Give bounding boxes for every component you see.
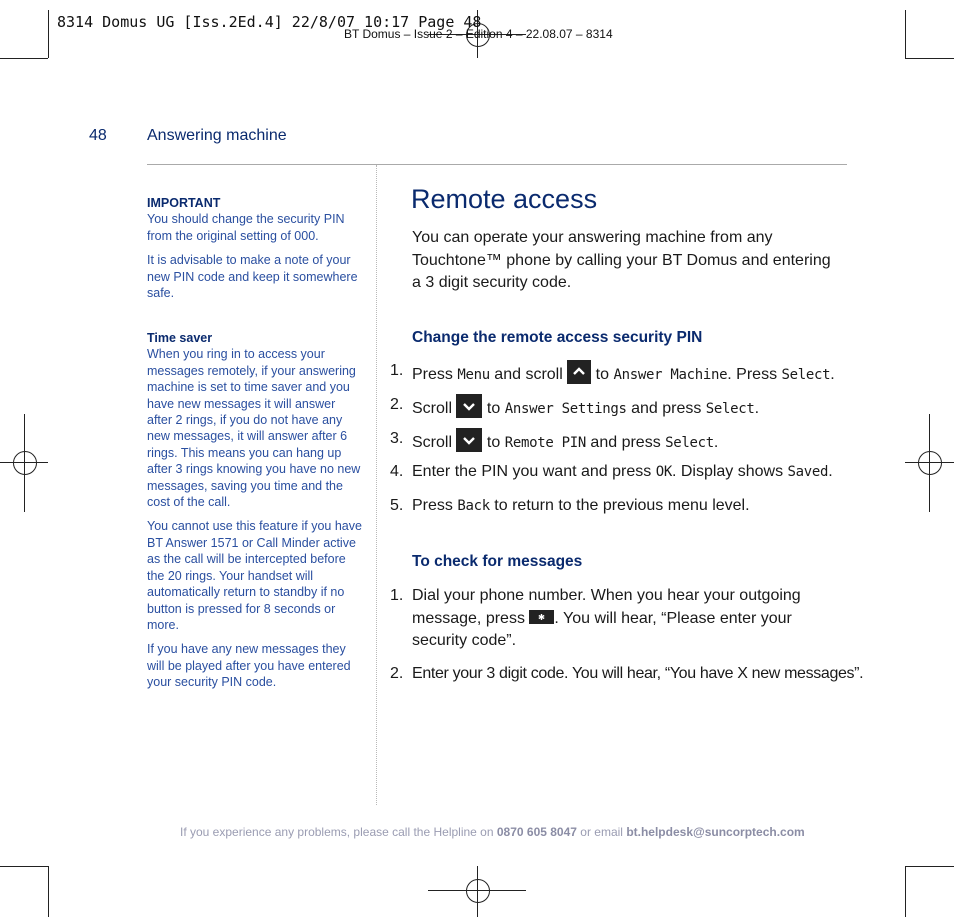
time-saver-paragraph-1: When you ring in to access your messages remotely, if your answering machine is set to time saver and you have new messages it will answer after 2 rings, if you do not have any new messages, it will answer after 6 rings. This means you can hang up after 3 rings knowing you have no new messages, saving you time and the cost of the call. — [147, 347, 361, 510]
helpdesk-email: bt.helpdesk@suncorptech.com — [626, 825, 805, 839]
star-key-icon — [529, 610, 554, 624]
lcd-menu: Menu — [457, 367, 490, 383]
time-saver-paragraph-2: You cannot use this feature if you have BT Answer 1571 or Call Minder active as the call will be intercepted before the 20 rings. Your handset will automatically return to standby if no button is pressed for 8 seconds or more. — [147, 519, 362, 632]
sidebar-important — [147, 195, 362, 301]
page-heading: Remote access — [411, 184, 598, 214]
scroll-down-icon — [456, 394, 482, 418]
sidebar-time-saver — [147, 330, 362, 691]
proof-slug: BT Domus – Issue 2 – Edition 4 – 22.08.07 – 8314 — [344, 27, 613, 41]
lcd-saved: Saved — [787, 464, 829, 480]
helpline-footer: If you experience any problems, please call the Helpline on 0870 605 8047 or email bt.helpdesk@suncorptech.com — [180, 825, 805, 839]
lcd-select: Select — [705, 401, 755, 417]
lcd-ok: OK — [655, 464, 672, 480]
pin-step-3: 3. Scroll to Remote PIN and press Select. — [390, 430, 719, 451]
important-paragraph-1: You should change the security PIN from the original setting of 000. — [147, 212, 345, 243]
time-saver-paragraph-3: If you have any new messages they will be played after you have entered your security PIN code. — [147, 642, 351, 690]
scroll-up-icon — [567, 360, 591, 384]
lcd-back: Back — [457, 498, 490, 514]
important-heading: IMPORTANT — [147, 196, 221, 210]
column-divider — [376, 165, 377, 805]
header-rule — [147, 164, 847, 165]
lcd-select: Select — [781, 367, 831, 383]
pin-step-5: 5. Press Back to return to the previous menu level. — [390, 497, 750, 514]
lcd-answer-settings: Answer Settings — [504, 401, 627, 417]
pin-section-heading: Change the remote access security PIN — [412, 329, 703, 346]
scroll-down-icon — [456, 428, 482, 452]
pin-step-4: 4. Enter the PIN you want and press OK. Display shows Saved. — [390, 463, 833, 480]
important-paragraph-2: It is advisable to make a note of your new PIN code and keep it somewhere safe. — [147, 253, 358, 301]
lcd-select: Select — [665, 435, 714, 451]
lcd-answer-machine: Answer Machine — [613, 367, 728, 383]
page-number: 48 — [89, 127, 107, 144]
print-slug: 8314 Domus UG [Iss.2Ed.4] 22/8/07 10:17 Page 48 — [57, 13, 482, 31]
lcd-remote-pin: Remote PIN — [504, 435, 586, 451]
pin-step-1: 1. Press Menu and scroll to Answer Machine. Press Select. — [390, 362, 835, 383]
helpline-number: 0870 605 8047 — [496, 825, 577, 839]
messages-section-heading: To check for messages — [412, 553, 583, 570]
pin-step-2: 2. Scroll to Answer Settings and press Select. — [390, 396, 760, 417]
intro-paragraph: You can operate your answering machine from any Touchtone™ phone by calling your BT Domus and entering a 3 digit security code. — [412, 229, 831, 291]
messages-step-1: 1. Dial your phone number. When you hear your outgoing message, press . You will hear, “Please enter your security code”. — [390, 587, 801, 649]
section-title: Answering machine — [147, 127, 287, 144]
time-saver-heading: Time saver — [147, 331, 213, 345]
messages-step-2: 2. Enter your 3 digit code. You will hear, “You have X new messages”. — [390, 665, 864, 682]
